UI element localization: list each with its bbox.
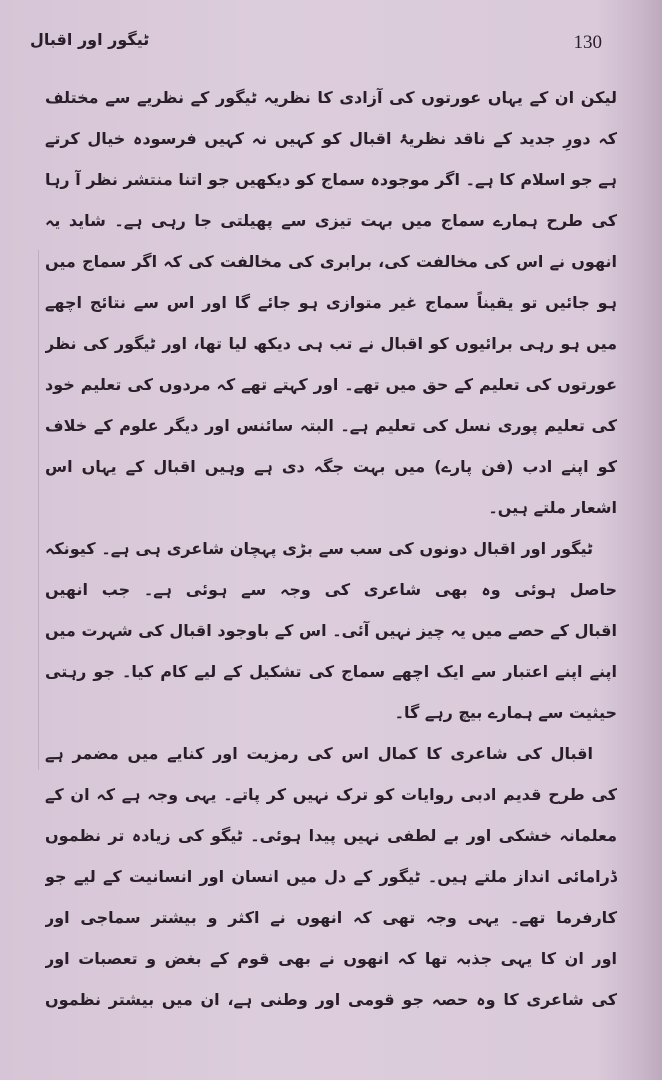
text-line: میں ہو رہی برائیوں کو اقبال نے تب ہی دیکھ لیا تھا، اور ٹیگور کی نظر (45, 334, 617, 353)
text-line: کی تعلیم پوری نسل کی تعلیم ہے۔ البتہ سائنس اور دیگر علوم کے خلاف (45, 416, 617, 435)
text-line: لیکن ان کے یہاں عورتوں کی آزادی کا نظریہ ٹیگور کے نظریے سے مختلف (45, 88, 617, 107)
paragraph-start-line: اقبال کی شاعری کا کمال اس کی رمزیت اور کنایے میں مضمر ہے (45, 744, 593, 763)
paragraph-end-line: حیثیت سے ہمارے بیچ رہے گا۔ (394, 703, 617, 722)
body-text (45, 77, 617, 1020)
page-header (30, 30, 602, 60)
text-line: کی طرح ہمارے سماج میں بہت تیزی سے پھیلتی جا رہی ہے۔ شاید یہ (45, 211, 617, 230)
text-line: عورتوں کی تعلیم کے حق میں تھے۔ اور کہتے تھے کہ مردوں کی تعلیم خود (45, 375, 617, 394)
text-line: ہے جو اسلام کا ہے۔ اگر موجودہ سماج کو دیکھیں جو اتنا منتشر نظر آ رہا (45, 170, 617, 189)
text-line: ڈرامائی انداز ملتے ہیں۔ ٹیگور کے دل میں انسان اور انسانیت کے لیے جو (45, 867, 617, 886)
text-line: ہو جائیں تو یقیناً سماج غیر متوازی ہو جائے گا اور اس سے نتائج اچھے (45, 293, 617, 312)
text-line: کارفرما تھے۔ یہی وجہ تھی کہ انھوں نے اکثر و بیشتر سماجی اور (45, 908, 617, 927)
text-line: کی شاعری کا وہ حصہ جو قومی اور وطنی ہے، ان میں بیشتر نظموں (45, 990, 617, 1009)
paragraph-start-line: ٹیگور اور اقبال دونوں کی سب سے بڑی پہچان شاعری ہی ہے۔ کیونکہ (45, 539, 593, 558)
running-title: ٹیگور اور اقبال (30, 30, 150, 49)
text-line: انھوں نے اس کی مخالفت کی، برابری کی مخالفت کی کہ اگر سماج میں (45, 252, 617, 271)
text-line: حاصل ہوئی وہ بھی شاعری کی وجہ سے ہوئی ہے۔ جب انھیں (45, 580, 617, 599)
text-line: کہ دورِ جدید کے ناقد نظریۂ اقبال کو کہیں نہ کہیں فرسودہ خیال کرتے (45, 129, 617, 148)
text-line: اپنے اپنے اعتبار سے ایک اچھے سماج کی تشکیل کے لیے کام کیا۔ جو رہتی (45, 662, 617, 681)
page-number: 130 (573, 32, 602, 53)
text-line: معلمانہ خشکی اور بے لطفی نہیں پیدا ہوئی۔ ٹیگو کی زیادہ تر نظموں (45, 826, 617, 845)
text-line: اور ان کا یہی جذبہ تھا کہ انھوں نے بھی قوم کے بغض و تعصبات اور (45, 949, 617, 968)
text-line: کو اپنے ادب (فن پارے) میں بہت جگہ دی ہے وہیں اقبال کے یہاں اس (45, 457, 617, 476)
text-line: اقبال کے حصے میں یہ چیز نہیں آئی۔ اس کے باوجود اقبال کی شہرت میں (45, 621, 617, 640)
text-line: کی طرح قدیم ادبی روایات کو ترک نہیں کر پاتے۔ یہی وجہ ہے کہ ان کے (45, 785, 617, 804)
paragraph-end-line: اشعار ملتے ہیں۔ (488, 498, 617, 517)
scan-margin-line (38, 250, 39, 770)
